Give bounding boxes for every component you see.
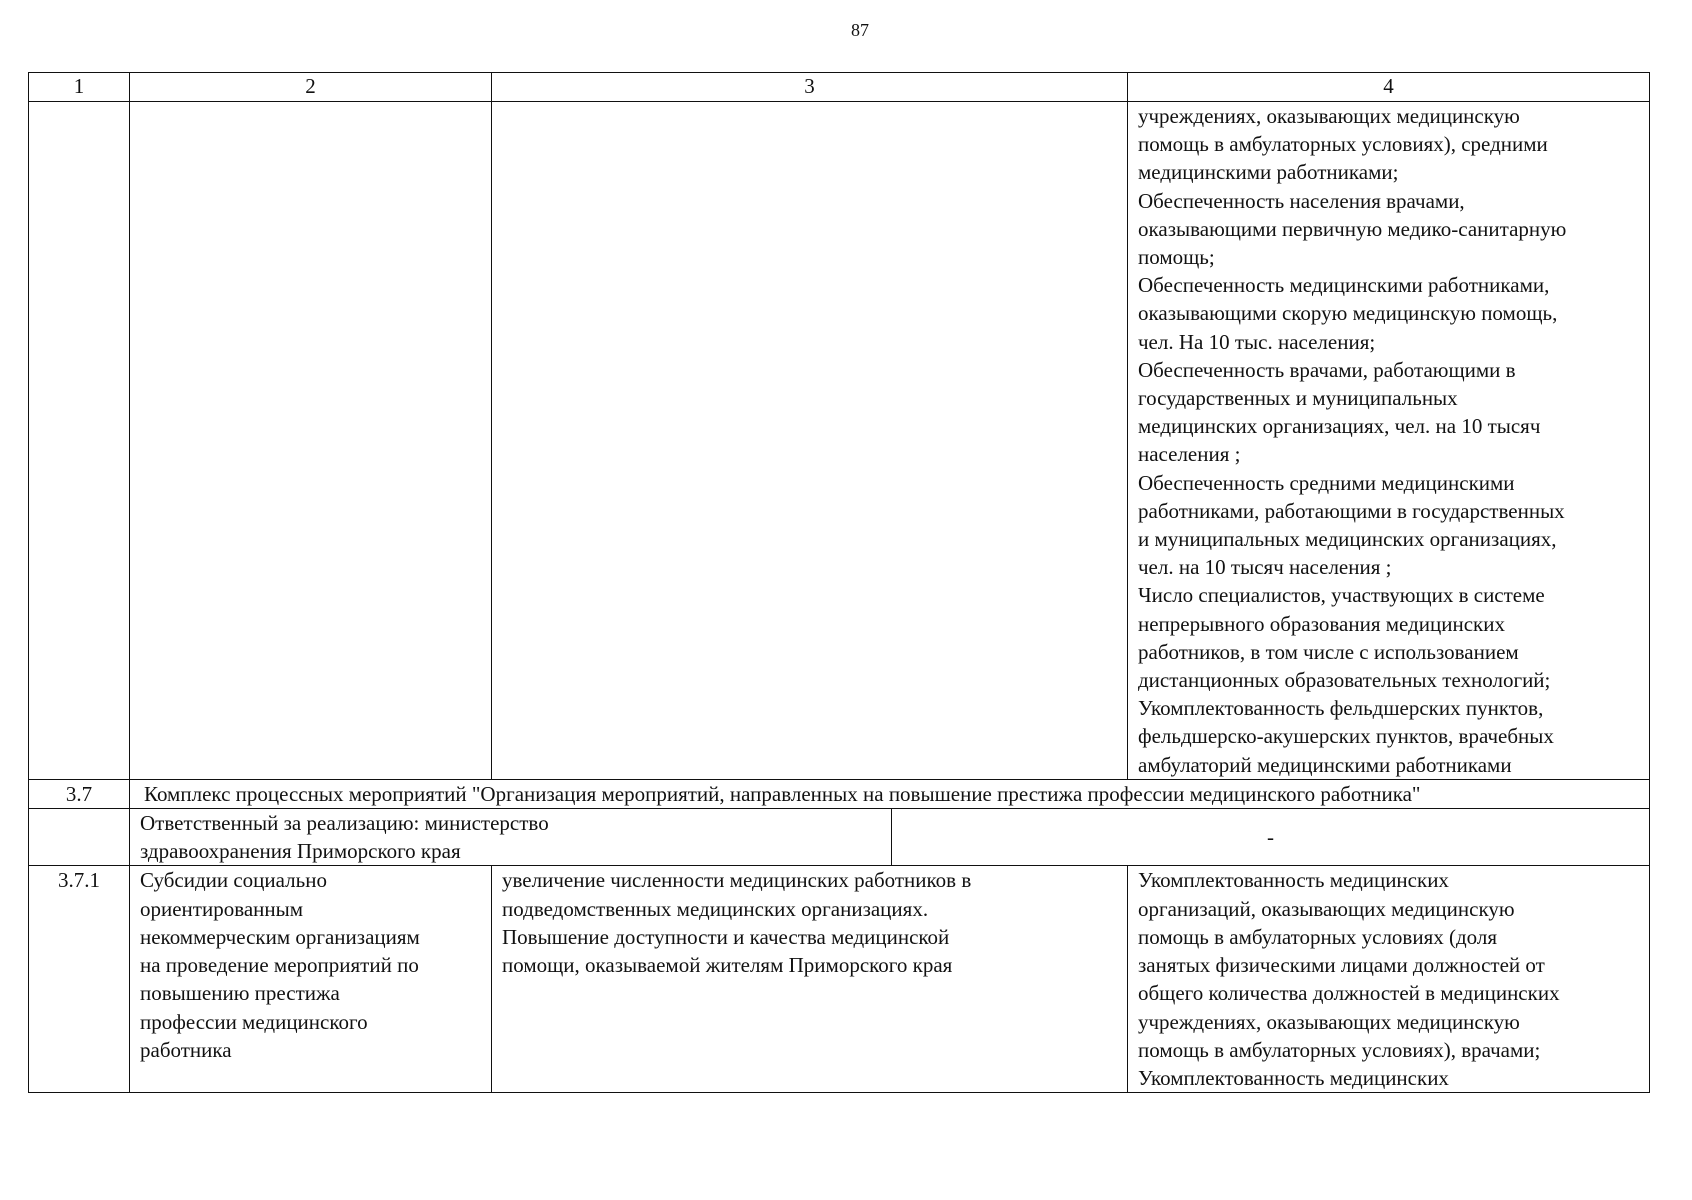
text-line: и муниципальных медицинских организациях,: [1138, 527, 1557, 552]
item-indicators: [1128, 866, 1650, 1093]
text-line: Число специалистов, участвующих в системе: [1138, 583, 1545, 608]
text-line: чел. На 10 тыс. населения;: [1138, 329, 1376, 354]
text-line: непрерывного образования медицинских: [1138, 611, 1505, 636]
text-line: оказывающими первичную медико-санитарную: [1138, 216, 1567, 241]
text-line: Обеспеченность врачами, работающими в: [1138, 357, 1516, 382]
text-line: Обеспеченность населения врачами,: [1138, 188, 1465, 213]
responsible-row: [29, 809, 1650, 866]
text-line: Укомплектованность фельдшерских пунктов,: [1138, 696, 1544, 721]
text-line: общего количества должностей в медицинских: [1138, 981, 1560, 1006]
continuation-col1: [29, 102, 130, 780]
text-line: работниками, работающими в государственных: [1138, 498, 1565, 523]
item-row: [29, 866, 1650, 1093]
text-line: организаций, оказывающих медицинскую: [1138, 896, 1515, 921]
text-line: Ответственный за реализацию: министерство: [140, 811, 549, 836]
item-number: 3.7.1: [29, 866, 130, 1093]
text-line: помощь;: [1138, 245, 1215, 270]
text-line: помощи, оказываемой жителям Приморского края: [502, 953, 953, 978]
text-line: Укомплектованность медицинских: [1138, 1065, 1449, 1090]
text-line: работников, в том числе с использованием: [1138, 639, 1519, 664]
text-line: помощь в амбулаторных условиях), средними: [1138, 132, 1548, 157]
text-line: амбулаторий медицинскими работниками: [1138, 752, 1512, 777]
item-description: [130, 866, 492, 1093]
text-line: занятых физическими лицами должностей от: [1138, 953, 1545, 978]
text-line: некоммерческим организациям: [140, 924, 420, 949]
continuation-col2: [130, 102, 492, 780]
section-row: [29, 779, 1650, 808]
text-line: дистанционных образовательных технологий;: [1138, 668, 1551, 693]
text-line: на проведение мероприятий по: [140, 953, 419, 978]
responsible-label: [130, 809, 892, 866]
text-line: подведомственных медицинских организациях.: [502, 896, 929, 921]
column-header-1: 1: [29, 73, 130, 102]
column-header-4: 4: [1128, 73, 1650, 102]
text-line: увеличение численности медицинских работников в: [502, 868, 972, 893]
section-title: Комплекс процессных мероприятий "Организация мероприятий, направленных на повышение престижа профессии медицинского работника": [130, 779, 1650, 808]
text-line: Укомплектованность медицинских: [1138, 868, 1449, 893]
column-header-2: 2: [130, 73, 492, 102]
text-line: медицинскими работниками;: [1138, 160, 1399, 185]
text-line: ориентированным: [140, 896, 304, 921]
text-line: здравоохранения Приморского края: [140, 839, 461, 864]
text-line: работника: [140, 1037, 232, 1062]
text-line: чел. на 10 тысяч населения ;: [1138, 555, 1392, 580]
text-line: медицинских организациях, чел. на 10 тысяч: [1138, 414, 1541, 439]
continuation-row: [29, 102, 1650, 780]
text-line: фельдшерско-акушерских пунктов, врачебных: [1138, 724, 1554, 749]
text-line: населения ;: [1138, 442, 1241, 467]
program-table: [28, 72, 1650, 1093]
page-number: 87: [851, 20, 869, 40]
text-line: Обеспеченность средними медицинскими: [1138, 470, 1515, 495]
continuation-col3: [492, 102, 1128, 780]
responsible-number-cell: [29, 809, 130, 866]
text-line: учреждениях, оказывающих медицинскую: [1138, 104, 1520, 128]
continuation-col4: [1128, 102, 1650, 780]
text-line: помощь в амбулаторных условиях), врачами;: [1138, 1037, 1541, 1062]
section-number: 3.7: [29, 779, 130, 808]
responsible-value: -: [892, 809, 1650, 866]
text-line: учреждениях, оказывающих медицинскую: [1138, 1009, 1520, 1034]
item-expected-result: [492, 866, 1128, 1093]
text-line: профессии медицинского: [140, 1009, 368, 1034]
text-line: государственных и муниципальных: [1138, 386, 1458, 411]
text-line: помощь в амбулаторных условиях (доля: [1138, 924, 1498, 949]
column-header-3: 3: [492, 73, 1128, 102]
text-line: повышению престижа: [140, 981, 340, 1006]
text-line: оказывающими скорую медицинскую помощь,: [1138, 301, 1558, 326]
text-line: Повышение доступности и качества медицинской: [502, 924, 950, 949]
table-header-row: [29, 73, 1650, 102]
text-line: Обеспеченность медицинскими работниками,: [1138, 273, 1550, 298]
text-line: Субсидии социально: [140, 868, 327, 893]
